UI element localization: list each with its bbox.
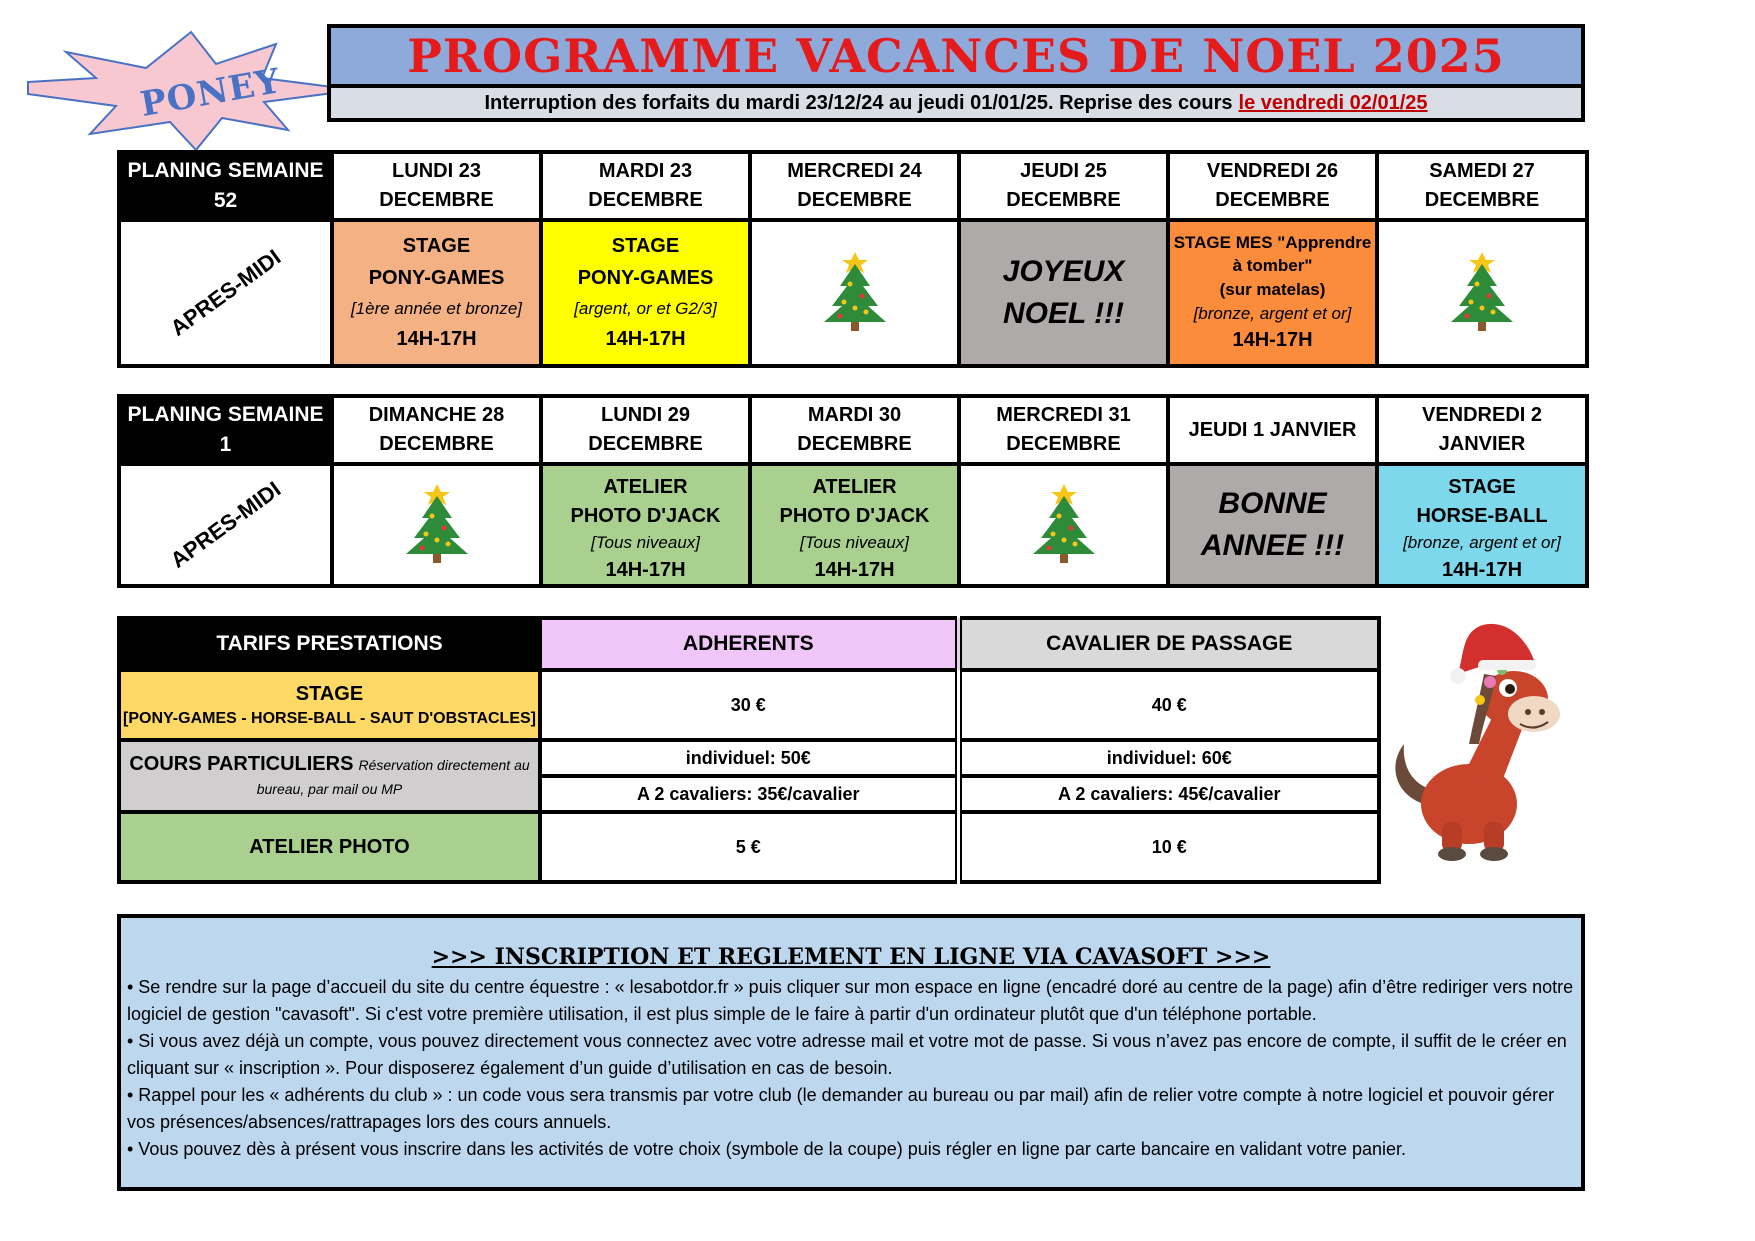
planning-week-52 bbox=[117, 150, 1589, 368]
stage-label: STAGE bbox=[295, 682, 364, 705]
apres-midi-label: APRES-MIDI bbox=[165, 476, 285, 573]
activity-time: 14H-17H bbox=[605, 328, 686, 350]
holiday-cell bbox=[959, 220, 1168, 366]
info-paragraph: • Rappel pour les « adhérents du club » : un code vous sera transmis par votre club (le demander au bureau ou par mail) afin de relier votre compte à notre logiciel et pouvoir gérer vos présences/absences/rattrapages lors des cours annuels. bbox=[127, 1085, 1555, 1132]
title-bar bbox=[331, 28, 1581, 88]
price-cell: individuel: 60€ bbox=[958, 740, 1379, 776]
christmas-tree-icon bbox=[1029, 478, 1099, 564]
info-paragraph: • Vous pouvez dès à présent vous inscrire dans les activités de votre choix (symbole de la coupe) puis régler en ligne par carte bancaire en validant votre panier. bbox=[127, 1139, 1407, 1159]
activity-cell bbox=[1168, 220, 1377, 366]
day-header: LUNDI 23 DECEMBRE bbox=[332, 152, 541, 220]
activity-cell bbox=[541, 220, 750, 366]
price-cell: A 2 cavaliers: 35€/cavalier bbox=[540, 776, 958, 812]
activity-cell bbox=[750, 464, 959, 586]
inscription-info-box bbox=[117, 914, 1585, 1191]
holiday-cell bbox=[1168, 464, 1377, 586]
day-header: MARDI 30 DECEMBRE bbox=[750, 396, 959, 464]
stage-sub: [PONY-GAMES - HORSE-BALL - SAUT D'OBSTACLES] bbox=[123, 709, 536, 727]
activity-level: [argent, or et G2/3] bbox=[574, 298, 717, 318]
activity-type: STAGE bbox=[611, 235, 680, 257]
activity-level: [bronze, argent et or] bbox=[1403, 533, 1561, 552]
activity-name: STAGE MES "Apprendre à tomber" bbox=[1173, 233, 1372, 275]
christmas-tree-icon bbox=[1447, 246, 1517, 332]
activity-name: PONY-GAMES bbox=[577, 267, 714, 290]
week-1-title: PLANING SEMAINE 1 bbox=[119, 396, 332, 464]
day-header: DIMANCHE 28 DECEMBRE bbox=[332, 396, 541, 464]
activity-time: 14H-17H bbox=[814, 558, 895, 581]
activity-level: [bronze, argent et or] bbox=[1193, 303, 1352, 323]
activity-name: PHOTO D'JACK bbox=[570, 505, 721, 527]
info-title: >>> INSCRIPTION ET REGLEMENT EN LIGNE VIA CAVASOFT >>> bbox=[431, 944, 1271, 970]
row-atelier-label: ATELIER PHOTO bbox=[119, 812, 540, 882]
day-header: JEUDI 1 JANVIER bbox=[1168, 396, 1377, 464]
tarifs-header: TARIFS PRESTATIONS bbox=[119, 618, 540, 670]
activity-level: [Tous niveaux] bbox=[800, 533, 909, 552]
page-title: PROGRAMME VACANCES DE NOEL 2025 bbox=[407, 29, 1505, 83]
activity-time: 14H-17H bbox=[396, 328, 477, 350]
price-cell: 30 € bbox=[540, 670, 958, 740]
subtitle-bar bbox=[331, 88, 1581, 118]
holiday-message: BONNE ANNEE !!! bbox=[1200, 487, 1345, 562]
row-stage-label bbox=[119, 670, 540, 740]
activity-cell bbox=[541, 464, 750, 586]
price-cell: 40 € bbox=[958, 670, 1379, 740]
christmas-pony-illustration bbox=[1384, 604, 1574, 864]
holiday-cell bbox=[750, 220, 959, 366]
cours-note: Réservation directement au bureau, par mail ou MP bbox=[256, 757, 530, 798]
price-cell: A 2 cavaliers: 45€/cavalier bbox=[958, 776, 1379, 812]
row-cours-label bbox=[119, 740, 540, 812]
row-label-apres-midi bbox=[119, 220, 332, 366]
row-label-apres-midi bbox=[119, 464, 332, 586]
christmas-tree-icon bbox=[402, 478, 472, 564]
info-paragraph: • Se rendre sur la page d’accueil du site du centre équestre : « lesabotdor.fr » puis cliquer sur mon espace en ligne (encadré doré au centre de la page) afin d’être rediriger vers notre logiciel de gestion "cavasoft". Si c'est votre première utilisation, il est plus simple de le faire à partir d'un ordinateur plutôt que d'un téléphone portable. bbox=[127, 977, 1574, 1024]
activity-level: [1ère année et bronze] bbox=[350, 298, 523, 318]
day-header: LUNDI 29 DECEMBRE bbox=[541, 396, 750, 464]
activity-time: 14H-17H bbox=[1232, 328, 1313, 351]
holiday-cell bbox=[332, 464, 541, 586]
col-adherents: ADHERENTS bbox=[540, 618, 958, 670]
day-header: MERCREDI 31 DECEMBRE bbox=[959, 396, 1168, 464]
day-header: VENDREDI 26 DECEMBRE bbox=[1168, 152, 1377, 220]
day-header: SAMEDI 27 DECEMBRE bbox=[1377, 152, 1587, 220]
tarifs-table bbox=[117, 616, 1381, 884]
activity-time: 14H-17H bbox=[1441, 558, 1523, 581]
day-header: MARDI 23 DECEMBRE bbox=[541, 152, 750, 220]
activity-type: ATELIER bbox=[603, 476, 688, 498]
activity-cell bbox=[332, 220, 541, 366]
day-header: MERCREDI 24 DECEMBRE bbox=[750, 152, 959, 220]
activity-type: ATELIER bbox=[812, 476, 897, 498]
activity-type: STAGE bbox=[1448, 476, 1516, 498]
price-cell: individuel: 50€ bbox=[540, 740, 958, 776]
program-header bbox=[327, 24, 1585, 122]
activity-name: PONY-GAMES bbox=[368, 267, 505, 290]
poney-label: PONEY bbox=[137, 61, 284, 125]
subtitle-highlight: le vendredi 02/01/25 bbox=[1238, 91, 1428, 114]
day-header: VENDREDI 2 JANVIER bbox=[1377, 396, 1587, 464]
activity-level: [Tous niveaux] bbox=[591, 533, 700, 552]
holiday-message: JOYEUX NOEL !!! bbox=[1002, 255, 1125, 330]
subtitle-text: Interruption des forfaits du mardi 23/12/24 au jeudi 01/01/25. Reprise des cours bbox=[484, 91, 1233, 114]
activity-name: PHOTO D'JACK bbox=[779, 505, 930, 527]
holiday-cell bbox=[1377, 220, 1587, 366]
price-cell: 10 € bbox=[958, 812, 1379, 882]
christmas-tree-icon bbox=[820, 246, 890, 332]
activity-note: (sur matelas) bbox=[1219, 279, 1326, 299]
activity-time: 14H-17H bbox=[605, 558, 686, 581]
holiday-cell bbox=[959, 464, 1168, 586]
planning-week-1 bbox=[117, 394, 1589, 588]
day-header: JEUDI 25 DECEMBRE bbox=[959, 152, 1168, 220]
activity-cell bbox=[1377, 464, 1587, 586]
activity-name: HORSE-BALL bbox=[1416, 505, 1548, 527]
week-52-title: PLANING SEMAINE 52 bbox=[119, 152, 332, 220]
cours-label: COURS PARTICULIERS bbox=[129, 753, 354, 776]
col-cavalier-passage: CAVALIER DE PASSAGE bbox=[958, 618, 1379, 670]
price-cell: 5 € bbox=[540, 812, 958, 882]
apres-midi-label: APRES-MIDI bbox=[165, 244, 285, 341]
activity-type: STAGE bbox=[402, 235, 471, 257]
info-paragraph: • Si vous avez déjà un compte, vous pouvez directement vous connectez avec votre adresse mail et votre mot de passe. Si vous n’avez pas encore de compte, il suffit de le créer en cliquant sur « inscription ». Pour disposerez également d’un guide d’utilisation en cas de besoin. bbox=[127, 1031, 1567, 1078]
